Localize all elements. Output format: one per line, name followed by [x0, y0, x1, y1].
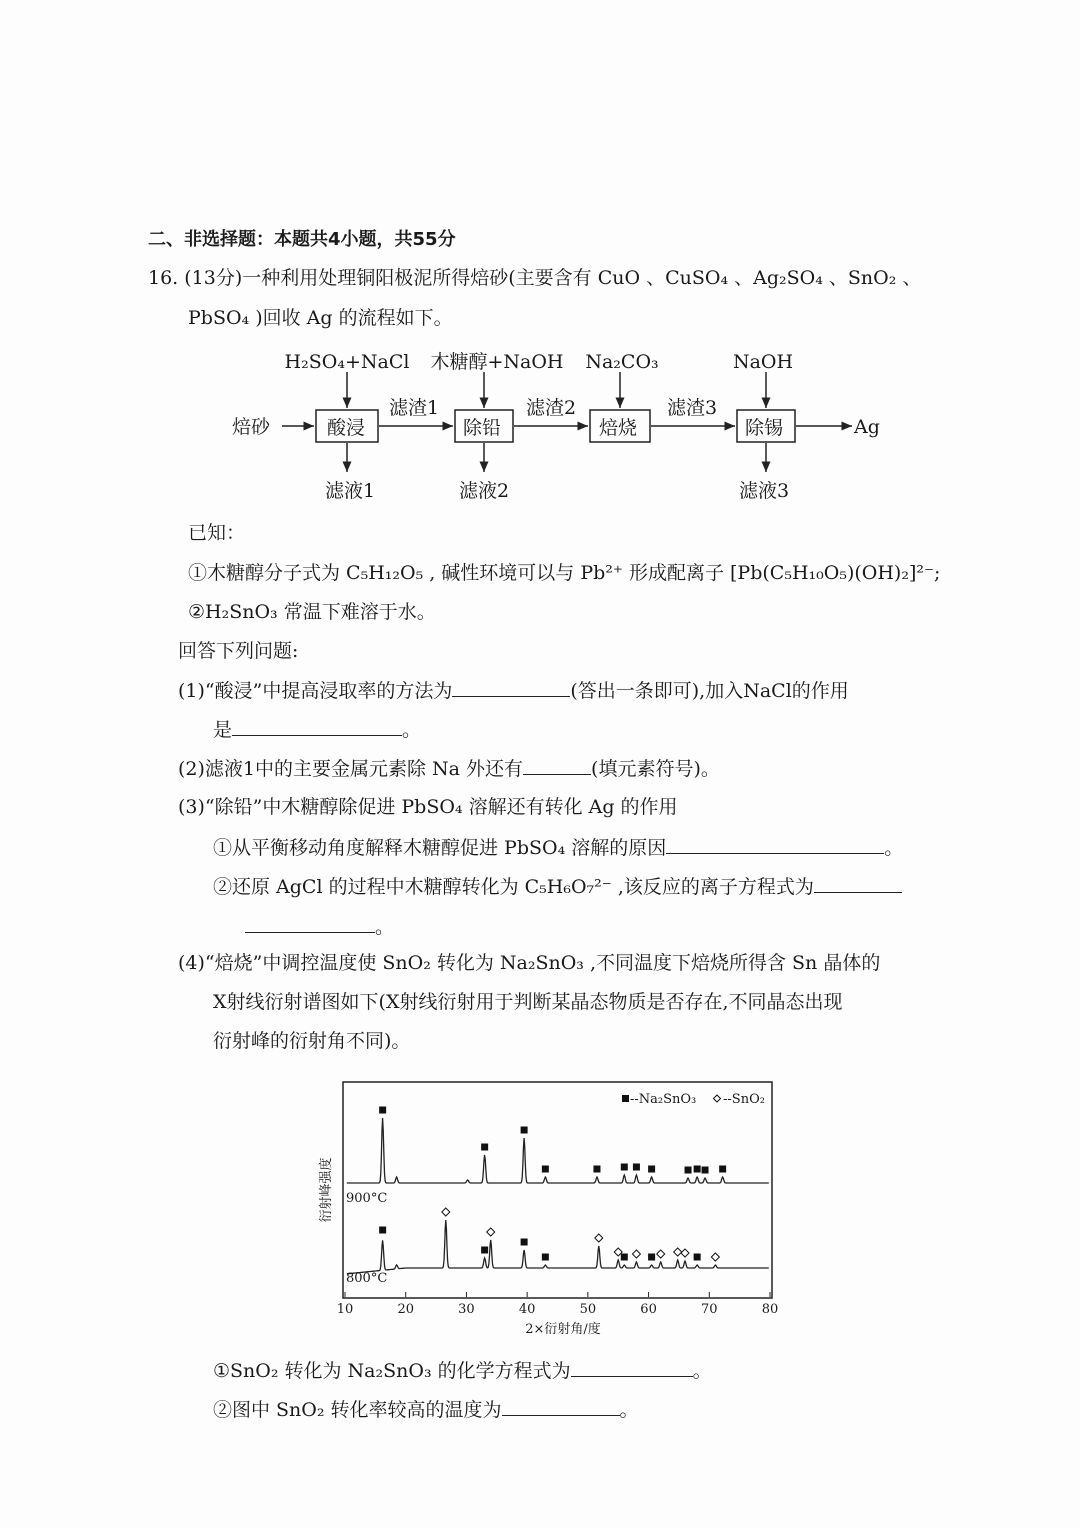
- period: 。: [402, 719, 422, 741]
- peak-marker-na2sno3: [593, 1166, 600, 1173]
- q1-text-b: (答出一条即可),加入NaCl的作用: [570, 680, 849, 702]
- legend-label: --SnO₂: [723, 1092, 765, 1107]
- known-item-1: ①木糖醇分子式为 C₅H₁₂O₅ , 碱性环境可以与 Pb²⁺ 形成配离子 [Pb(C₅H₁₀O₅)(OH)₂]²⁻;: [188, 562, 941, 584]
- x-tick-label: 70: [701, 1302, 718, 1317]
- x-tick-label: 60: [640, 1302, 657, 1317]
- peak-marker-na2sno3: [648, 1166, 655, 1173]
- reagent: Na₂CO₃: [585, 351, 659, 373]
- q2-text-a: (2)滤液1中的主要金属元素除 Na 外还有: [178, 758, 524, 780]
- x-tick-label: 20: [397, 1302, 414, 1317]
- peak-marker-na2sno3: [694, 1254, 701, 1261]
- reagent: H₂SO₄+NaCl: [284, 351, 410, 373]
- flow-end: Ag: [854, 416, 880, 438]
- q4-s2-text: ②图中 SnO₂ 转化率较高的温度为: [213, 1399, 502, 1421]
- peak-marker-sno2: [681, 1249, 689, 1257]
- peak-marker-na2sno3: [633, 1164, 640, 1171]
- peak-marker-na2sno3: [702, 1167, 709, 1174]
- legend-diamond-icon: [714, 1095, 721, 1102]
- peak-marker-na2sno3: [521, 1239, 528, 1246]
- peak-marker-sno2: [595, 1234, 603, 1242]
- q3-s2-text: ②还原 AgCl 的过程中木糖醇转化为 C₅H₆O₇²⁻ ,该反应的离子方程式为: [213, 876, 814, 898]
- q3-s1-text: ①从平衡移动角度解释木糖醇促进 PbSO₄ 溶解的原因: [213, 837, 667, 859]
- section-heading: 二、非选择题：本题共4小题，共55分: [148, 229, 456, 250]
- answer-prompt: 回答下列问题:: [178, 640, 299, 662]
- period: 。: [884, 837, 904, 859]
- filtrate: 滤液3: [738, 480, 790, 502]
- legend-square-icon: [622, 1095, 629, 1102]
- question-16-line1: 16. (13分)一种利用处理铜阳极泥所得焙砂(主要含有 CuO 、CuSO₄ 、Ag₂SO₄ 、SnO₂ 、: [148, 267, 922, 289]
- answer-blank[interactable]: [502, 1397, 620, 1416]
- q1-text-a: (1)“酸浸”中提高浸取率的方法为: [178, 680, 453, 702]
- flow-start: 焙砂: [232, 416, 271, 438]
- answer-blank[interactable]: [571, 1358, 693, 1377]
- known-item-2: ②H₂SnO₃ 常温下难溶于水。: [188, 601, 436, 623]
- peak-marker-na2sno3: [481, 1247, 488, 1254]
- peak-marker-na2sno3: [542, 1166, 549, 1173]
- period: 。: [375, 916, 395, 938]
- step-label: 除铅: [463, 417, 502, 439]
- peak-marker-sno2: [442, 1208, 450, 1216]
- plot-frame: [343, 1082, 772, 1298]
- x-tick-label: 10: [336, 1302, 354, 1317]
- q4-line1: (4)“焙烧”中调控温度使 SnO₂ 转化为 Na₂SnO₃ ,不同温度下焙烧所得含 Sn 晶体的: [178, 952, 881, 974]
- q4-line2: X射线衍射谱图如下(X射线衍射用于判断某晶态物质是否存在,不同晶态出现: [213, 991, 843, 1013]
- x-tick-label: 30: [458, 1302, 475, 1317]
- peak-marker-sno2: [657, 1250, 665, 1258]
- filtrate: 滤液1: [324, 480, 376, 502]
- residue: 滤渣2: [525, 397, 577, 419]
- filtrate: 滤液2: [458, 480, 510, 502]
- peak-marker-sno2: [711, 1253, 719, 1261]
- question-16-line2: PbSO₄ )回收 Ag 的流程如下。: [188, 307, 453, 329]
- x-tick-label: 50: [579, 1302, 597, 1317]
- step-label: 除锡: [745, 417, 784, 439]
- q4-sub1: [213, 1358, 712, 1383]
- peak-marker-na2sno3: [648, 1254, 655, 1261]
- residue: 滤渣1: [388, 397, 440, 419]
- peak-marker-na2sno3: [621, 1164, 628, 1171]
- peak-marker-sno2: [487, 1228, 495, 1236]
- step-label: 酸浸: [327, 417, 366, 439]
- peak-marker-na2sno3: [621, 1254, 628, 1261]
- x-tick-label: 80: [761, 1302, 779, 1317]
- step-label: 焙烧: [599, 417, 638, 439]
- peak-marker-na2sno3: [542, 1254, 549, 1261]
- peak-marker-sno2: [632, 1250, 640, 1258]
- y-axis-label: 衍射峰强度: [319, 1157, 334, 1223]
- series-label-800: 800°C: [346, 1271, 388, 1286]
- peak-marker-na2sno3: [694, 1166, 701, 1173]
- x-tick-label: 40: [518, 1302, 536, 1317]
- known-title: 已知：: [188, 522, 246, 544]
- peak-marker-na2sno3: [379, 1107, 386, 1114]
- q3-line: (3)“除铅”中木糖醇除促进 PbSO₄ 溶解还有转化 Ag 的作用: [178, 796, 678, 818]
- period: 。: [619, 1399, 639, 1421]
- q4-line3: 衍射峰的衍射角不同)。: [213, 1030, 411, 1052]
- series-label-900: 900°C: [346, 1191, 388, 1206]
- peak-marker-sno2: [674, 1248, 682, 1256]
- q4-sub2: [213, 1397, 639, 1422]
- peak-marker-na2sno3: [685, 1167, 692, 1174]
- reagent: NaOH: [732, 351, 794, 373]
- q2-text-b: (填元素符号)。: [591, 758, 720, 780]
- peak-marker-na2sno3: [481, 1144, 488, 1151]
- q4-s1-text: ①SnO₂ 转化为 Na₂SnO₃ 的化学方程式为: [213, 1360, 571, 1382]
- period: 。: [692, 1360, 712, 1382]
- x-axis-label: 2×衍射角/度: [525, 1322, 601, 1337]
- legend-label: --Na₂SnO₃: [630, 1092, 697, 1107]
- peak-marker-na2sno3: [379, 1227, 386, 1234]
- peak-marker-na2sno3: [521, 1127, 528, 1134]
- residue: 滤渣3: [666, 397, 718, 419]
- xrd-curve-800°C: [347, 1220, 769, 1274]
- peak-marker-na2sno3: [719, 1166, 726, 1173]
- q1-text-c: 是: [213, 719, 233, 741]
- reagent: 木糖醇+NaOH: [430, 351, 564, 373]
